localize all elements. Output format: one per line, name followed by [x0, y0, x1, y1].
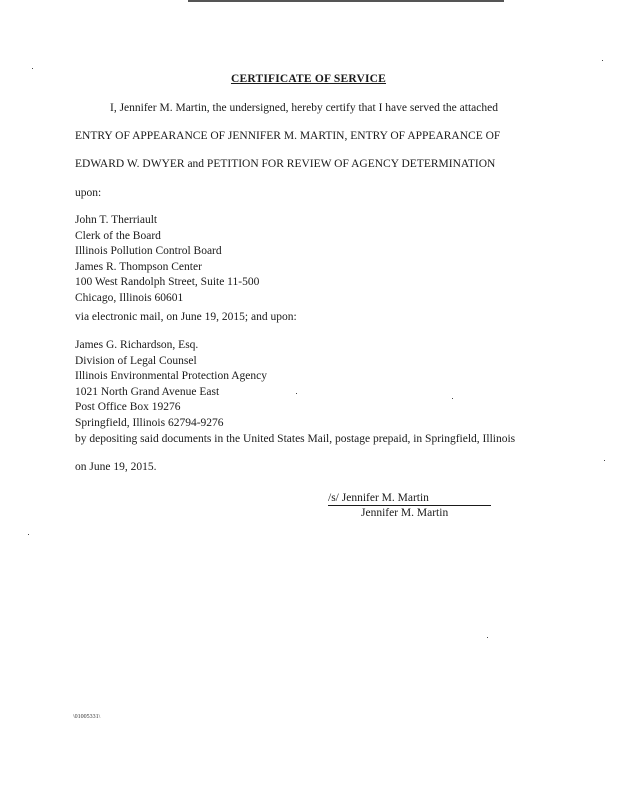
scan-speck — [296, 393, 297, 394]
address-line: John T. Therriault — [75, 214, 158, 226]
scan-speck — [28, 534, 29, 535]
address-line: Division of Legal Counsel — [75, 354, 197, 367]
address-line: Illinois Pollution Control Board — [75, 245, 222, 258]
address-line: James R. Thompson Center — [75, 260, 202, 273]
upon-label: upon: — [75, 187, 102, 199]
certificate-title: CERTIFICATE OF SERVICE — [230, 73, 387, 85]
address-line: Chicago, Illinois 60601 — [75, 291, 184, 304]
intro-line: I, Jennifer M. Martin, the undersigned, hereby certify that I have served the attached — [110, 102, 498, 114]
served-documents-line-2: EDWARD W. DWYER and PETITION FOR REVIEW OF AGENCY DETERMINATION — [75, 158, 496, 170]
address-line: 1021 North Grand Avenue East — [75, 385, 220, 398]
address-line: Post Office Box 19276 — [75, 401, 181, 414]
scan-speck — [32, 68, 33, 69]
via-electronic-mail-line: via electronic mail, on June 19, 2015; and upon: — [75, 311, 297, 323]
signature-block — [328, 491, 491, 520]
recipient-address-1 — [75, 213, 259, 307]
document-id: \01005331\ — [73, 714, 101, 720]
address-line: Illinois Environmental Protection Agency — [75, 370, 267, 383]
recipient-address-2 — [75, 338, 267, 432]
signer-name: Jennifer M. Martin — [361, 507, 449, 519]
address-line: 100 West Randolph Street, Suite 11-500 — [75, 276, 260, 289]
scan-speck — [602, 60, 603, 61]
address-line: Clerk of the Board — [75, 229, 161, 242]
scan-speck — [604, 460, 605, 461]
date-line: on June 19, 2015. — [75, 461, 157, 473]
address-line: James G. Richardson, Esq. — [75, 339, 199, 351]
scan-speck — [452, 398, 453, 399]
mailing-line: by depositing said documents in the United States Mail, postage prepaid, in Springfield, Illinois — [75, 433, 516, 445]
electronic-signature: /s/ Jennifer M. Martin — [328, 491, 491, 506]
scan-top-rule — [188, 0, 504, 2]
scan-speck — [487, 637, 488, 638]
served-documents-line-1: ENTRY OF APPEARANCE OF JENNIFER M. MARTIN, ENTRY OF APPEARANCE OF — [75, 130, 501, 142]
address-line: Springfield, Illinois 62794-9276 — [75, 416, 224, 429]
